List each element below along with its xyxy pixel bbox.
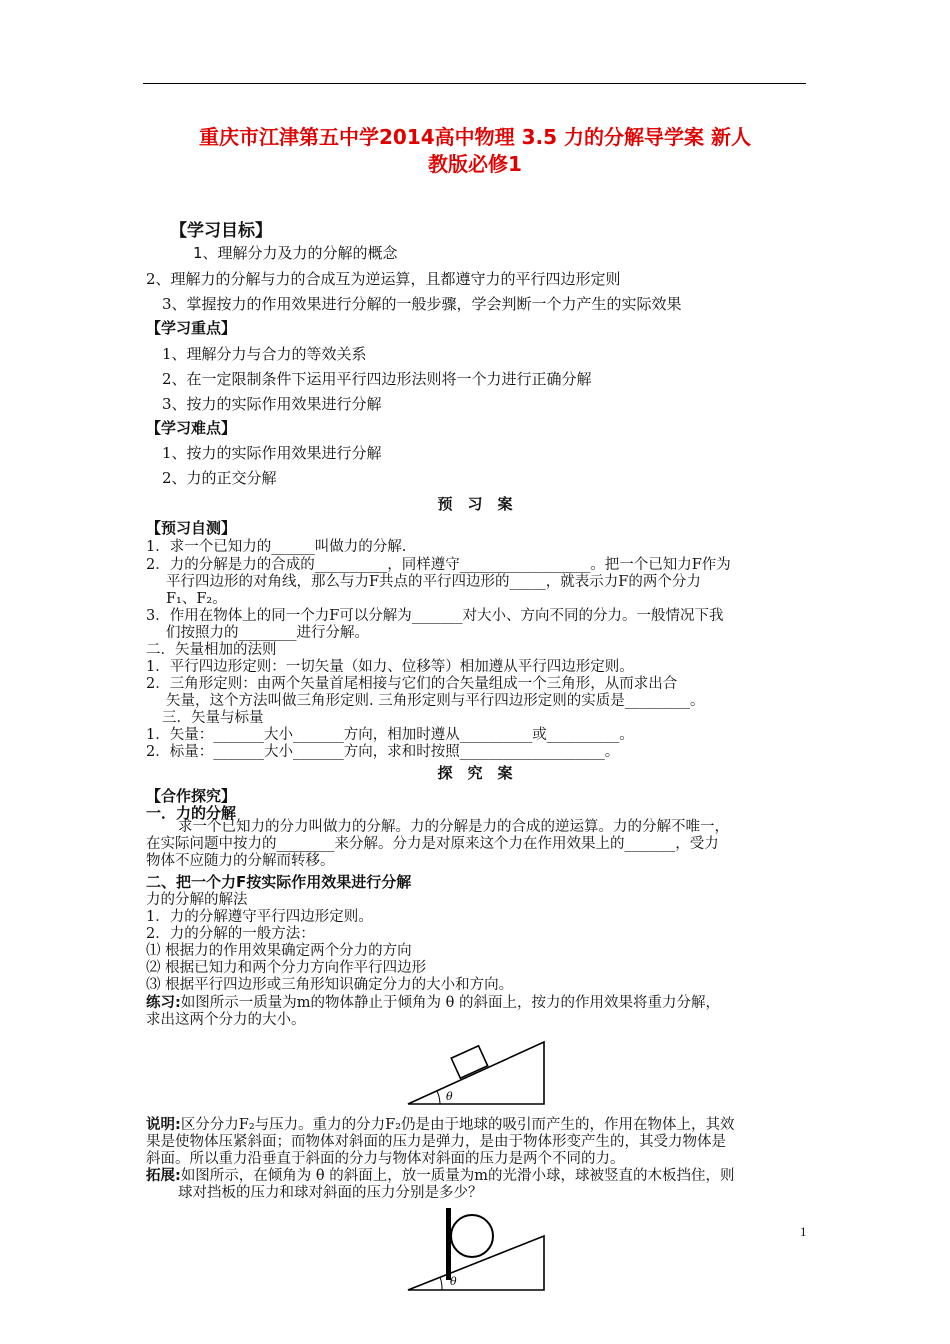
section-1-line: 在实际问题中按力的________来分解。分力是对原来这个力在作用效果上的_______，受力	[146, 836, 719, 852]
key-point-item: 1、理解分力与合力的等效关系	[162, 345, 367, 363]
document-title-line-1: 重庆市江津第五中学2014高中物理 3.5 力的分解导学案 新人	[199, 125, 751, 149]
exercise-text: 如图所示一质量为m的物体静止于倾角为 θ 的斜面上，按力的作用效果将重力分解，	[180, 995, 721, 1011]
incline-block-figure	[400, 1036, 550, 1108]
section-2-line: ⑵ 根据已知力和两个分力方向作平行四边形	[146, 960, 427, 976]
preview-line: 1．矢量：_______大小_______方向，相加时遵从__________或__________。	[146, 727, 634, 743]
preview-line: 1．平行四边形定则：一切矢量（如力、位移等）相加遵从平行四边形定则。	[146, 659, 634, 675]
difficulty-item: 2、力的正交分解	[162, 469, 277, 487]
preview-line: 1．求一个已知力的______叫做力的分解.	[146, 539, 407, 555]
key-point-item: 2、在一定限制条件下运用平行四边形法则将一个力进行正确分解	[162, 370, 592, 388]
page-number: 1	[800, 1224, 807, 1239]
preview-line: 2．标量：_______大小_______方向，求和时按照____________________。	[146, 744, 620, 760]
note-label: 说明:	[146, 1117, 181, 1133]
objective-item: 3、掌握按力的作用效果进行分解的一般步骤，学会判断一个力产生的实际效果	[162, 295, 682, 313]
preview-line: 矢量，这个方法叫做三角形定则. 三角形定则与平行四边形定则的实质是_________。	[166, 693, 705, 709]
exercise-label: 练习:	[146, 995, 181, 1011]
preview-line: 2．三角形定则：由两个矢量首尾相接与它们的合矢量组成一个三角形，从而求出合	[146, 676, 678, 692]
preview-line: 3．作用在物体上的同一个力F可以分解为_______对大小、方向不同的分力。一般情况下我	[146, 608, 724, 624]
section-2-line: 1．力的分解遵守平行四边形定则。	[146, 909, 373, 925]
section-2-heading: 二、把一个力F按实际作用效果进行分解	[146, 873, 412, 891]
difficulties-heading: 【学习难点】	[146, 419, 237, 437]
preview-subheading: 三．矢量与标量	[162, 710, 264, 726]
difficulty-item: 1、按力的实际作用效果进行分解	[162, 444, 382, 462]
extension-line: 球对挡板的压力和球对斜面的压力分别是多少？	[178, 1185, 483, 1201]
section-1-heading: 一．力的分解	[146, 804, 237, 822]
key-point-item: 3、按力的实际作用效果进行分解	[162, 395, 382, 413]
objectives-heading: 【学习目标】	[170, 221, 272, 241]
exercise-line: 求出这两个分力的大小。	[146, 1012, 306, 1028]
document-title-line-2: 教版必修1	[428, 152, 522, 176]
note-text: 区分分力F₂与压力。重力的分力F₂仍是由于地球的吸引而产生的，作用在物体上，其效	[180, 1117, 735, 1133]
extension-label: 拓展:	[146, 1168, 181, 1184]
explore-heading: 探 究 案	[437, 764, 513, 782]
objective-item: 1、理解分力及力的分解的概念	[193, 244, 398, 262]
preview-heading: 预 习 案	[437, 495, 513, 513]
section-2-line: 2．力的分解的一般方法：	[146, 926, 315, 942]
self-test-heading: 【预习自测】	[146, 519, 237, 537]
incline-ball-figure	[400, 1204, 550, 1294]
extension-text: 如图所示，在倾角为 θ 的斜面上，放一质量为m的光滑小球，球被竖直的木板挡住，则	[180, 1168, 735, 1184]
header-rule	[143, 83, 806, 84]
section-2-line: ⑴ 根据力的作用效果确定两个分力的方向	[146, 943, 412, 959]
section-1-line: 求一个已知力的分力叫做力的分解。力的分解是力的合成的逆运算。力的分解不唯一，	[178, 819, 729, 835]
preview-line: 平行四边形的对角线，那么与力F共点的平行四边形的_____，就表示力F的两个分力	[166, 574, 701, 590]
objective-item: 2、理解力的分解与力的合成互为逆运算，且都遵守力的平行四边形定则	[146, 270, 621, 288]
section-2-line: 力的分解的解法	[146, 892, 248, 908]
figure-2-angle-label: θ	[450, 1275, 457, 1288]
note-line: 斜面。所以重力沿垂直于斜面的分力与物体对斜面的压力是两个不同的力。	[146, 1151, 625, 1167]
key-points-heading: 【学习重点】	[146, 319, 237, 337]
preview-line: 们按照力的________进行分解。	[166, 625, 369, 641]
preview-line: 2．力的分解是力的合成的__________，同样遵守__________________。把一个已知力F作为	[146, 557, 731, 573]
section-1-line: 物体不应随力的分解而转移。	[146, 853, 335, 869]
figure-1-angle-label: θ	[446, 1090, 453, 1103]
preview-line: F₁、F₂。	[166, 591, 227, 607]
section-2-line: ⑶ 根据平行四边形或三角形知识确定分力的大小和方向。	[146, 977, 514, 993]
note-line: 果是使物体压紧斜面；而物体对斜面的压力是弹力，是由于物体形变产生的，其受力物体是	[146, 1134, 726, 1150]
coop-heading: 【合作探究】	[146, 787, 237, 805]
preview-subheading: 二．矢量相加的法则	[146, 642, 277, 658]
